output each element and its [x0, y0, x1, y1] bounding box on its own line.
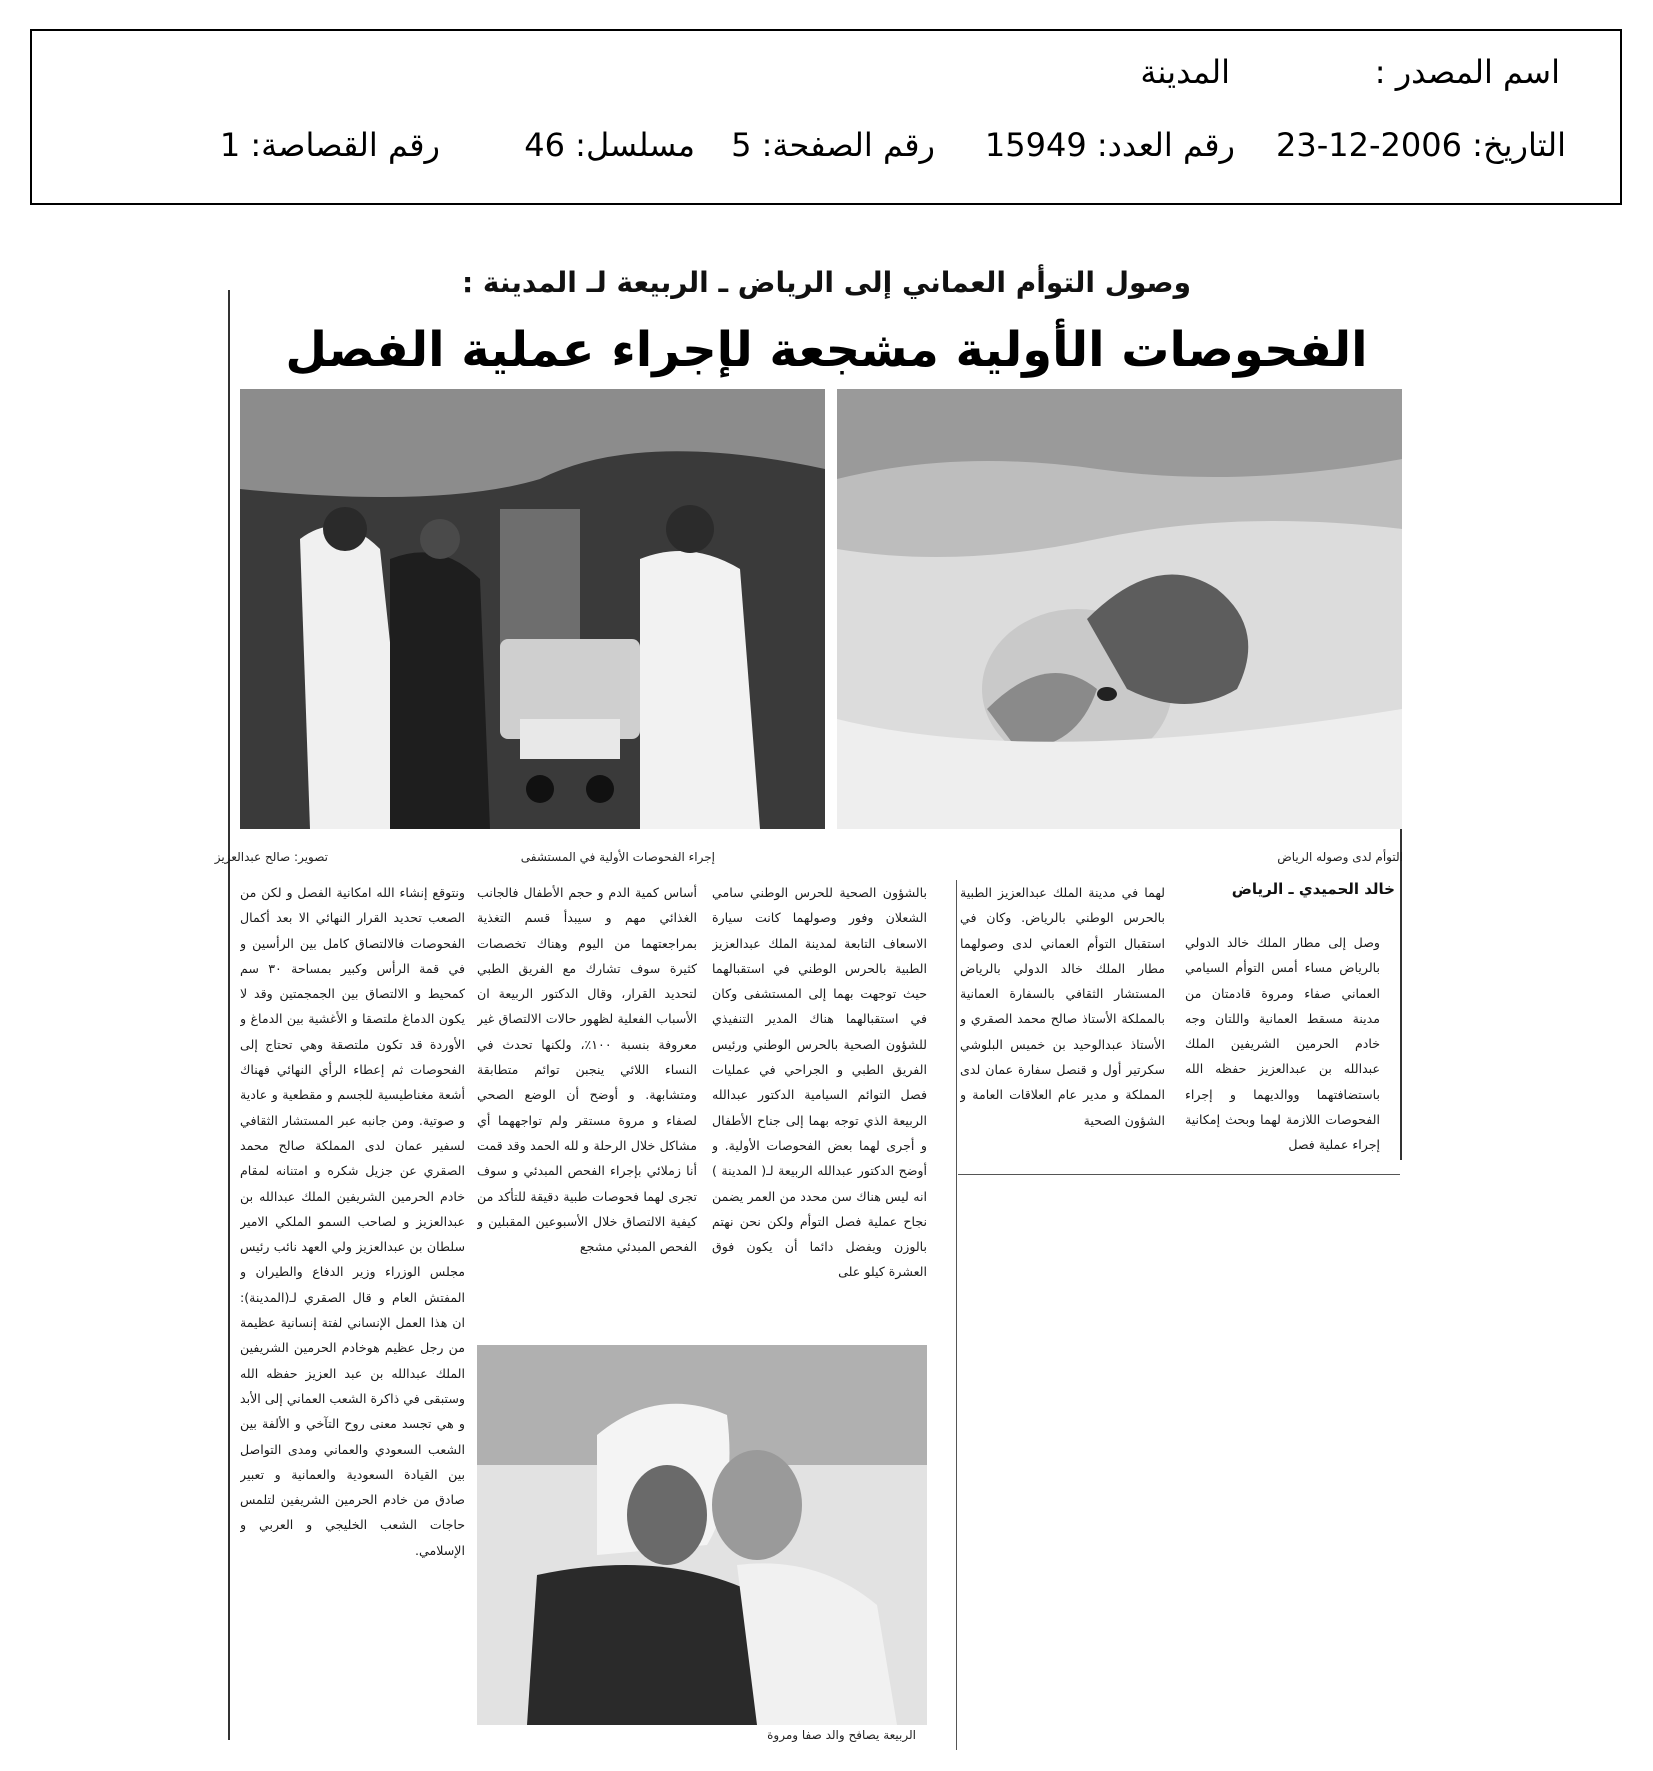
date-label: التاريخ:	[1472, 126, 1566, 164]
source-label: اسم المصدر :	[1374, 53, 1560, 91]
source-value: المدينة	[1140, 53, 1230, 91]
issue-label: رقم العدد:	[1096, 126, 1235, 164]
column-4-text: أساس كمية الدم و حجم الأطفال فالجانب الغذائي مهم و سيبدأ قسم التغذية بمراجعتهما من اليوم وهناك تخصصات كثيرة سوف تشارك مع الفريق الطبي لتحديد القرار، وقال الدكتور الربيعة ان الأسباب الفعلية لظهور حالات الالتصاق غير معروفة بنسبة ١٠٠٪، ولكنها تحدث في النساء اللائي ينجبن توائم متطابقة ومتشابهة. و أوضح أن الوضع الصحي لصفاء و مروة مستقر ولم تواجههما أي مشاكل خلال الرحلة و لله الحمد وقد قمت أنا زملائي بإجراء الفحص المبدئي و سوف تجرى لهما فحوصات طبية دقيقة للتأكد من كيفية الالتصاق خلال الأسبوعين المقبلين و الفحص المبدئي مشجع	[477, 885, 697, 1255]
greeting-image	[477, 1345, 927, 1725]
column-rule	[956, 880, 957, 1750]
photo-greeting-father	[477, 1345, 927, 1725]
article-kicker: وصول التوأم العماني إلى الرياض ـ الربيعة لـ المدينة :	[461, 266, 1192, 299]
column-2-text: لهما في مدينة الملك عبدالعزيز الطبية بالحرس الوطني بالرياض. وكان في استقبال التوأم العماني لدى وصولهما مطار الملك خالد الدولي بالرياض المستشار الثقافي بالسفارة العمانية بالمملكة الأستاذ صالح محمد الصقري و الأستاذ عبدالوحيد بن خميس البلوشي سكرتير أول و قنصل سفارة عمان لدى المملكة و مدير عام العلاقات العامة و الشؤون الصحية	[960, 885, 1165, 1128]
clipping-left-edge	[228, 290, 230, 1740]
article-column-3	[712, 880, 927, 1322]
hospital-image	[240, 389, 825, 829]
page-label: رقم الصفحة:	[761, 126, 935, 164]
article-headline: الفحوصات الأولية مشجعة لإجراء عملية الفصل	[285, 322, 1368, 378]
photo-twins-arrival	[837, 389, 1402, 829]
issue-value: 15949	[984, 126, 1087, 164]
clip-number-value: 1	[219, 126, 241, 164]
serial-value: 46	[524, 126, 565, 164]
page-value: 5	[731, 126, 752, 164]
article-column-2	[960, 880, 1165, 1170]
caption-photo-credit: تصوير: صالح عبدالعزيز	[214, 850, 328, 864]
caption-twins-arrival: التوأم لدى وصوله الرياض	[1277, 850, 1403, 864]
caption-hospital-examination: إجراء الفحوصات الأولية في المستشفى	[520, 850, 715, 864]
column-5-text: ونتوقع إنشاء الله امكانية الفصل و لكن من الصعب تحديد القرار النهائي الا بعد أكمال الفحوصات فالالتصاق كامل بين الرأسين و في قمة الرأس وكبير بمساحة ٣٠ سم كمحيط و الالتصاق بين الجمجمتين وقد لا يكون الدماغ ملتصقا و الأغشية بين الدماغ و الأوردة قد تكون ملتصقة وهي تحتاج إلى الفحوصات ثم إعطاء الرأي النهائي فهناك أشعة مغناطيسية للجسم و مقطعية و عادية و صوتية. ومن جانبه عبر المستشار الثقافي لسفير عمان لدى المملكة صالح محمد الصقري عن جزيل شكره و امتنانه لمقام خادم الحرمين الشريفين الملك عبدالله بن عبدالعزيز و لصاحب السمو الملكي الامير سلطان بن عبدالعزيز ولي العهد نائب رئيس مجلس الوزراء وزير الدفاع والطيران و المفتش العام و قال الصقري لـ(المدينة): ان هذا العمل الإنساني لفتة إنسانية عظيمة من رجل عظيم هوخادم الحرمين الشريفين الملك عبدالله بن عبد العزيز حفظه الله وستبقى في ذاكرة الشعب العماني إلى الأبد و هي تجسد معنى روح التآخي و الألفة بين الشعب السعودي والعماني ومدى التواصل بين القيادة السعودية والعمانية و تعبير صادق من خادم الحرمين الشريفين لتلمس حاجات الشعب الخليجي و العربي و الإسلامي.	[240, 885, 465, 1558]
twins-image	[837, 389, 1402, 829]
article-column-5	[240, 880, 465, 1740]
article-column-1	[1185, 930, 1380, 1170]
column-end-rule	[958, 1174, 1400, 1175]
article-byline: خالد الحميدي ـ الرياض	[1231, 880, 1395, 898]
column-3-text: بالشؤون الصحية للحرس الوطني سامي الشعلان وفور وصولهما كانت سيارة الاسعاف التابعة لمدينة الملك عبدالعزيز الطبية بالحرس الوطني في استقبالهما حيث توجهت بهما إلى المستشفى وكان في استقبالهما هناك المدير التنفيذي للشؤون الصحية بالحرس الوطني ورئيس الفريق الطبي و الجراحي في عمليات فصل التوائم السيامية الدكتور عبدالله الربيعة الذي توجه بهما إلى جناح الأطفال و أجرى لهما بعض الفحوصات الأولية. و أوضح الدكتور عبدالله الربيعة لـ( المدينة ) انه ليس هناك سن محدد من العمر يضمن نجاح عملية فصل التوأم ولكن نحن نهتم بالوزن ويفضل دائما أن يكون فوق العشرة كيلو على	[712, 885, 927, 1280]
article-column-4	[477, 880, 697, 1322]
photo-hospital-examination	[240, 389, 825, 829]
column-1-text: وصل إلى مطار الملك خالد الدولي بالرياض مساء أمس التوأم السيامي العماني صفاء ومروة قادمتان من مدينة مسقط العمانية واللتان وجه خادم الحرمين الشريفين الملك عبدالله بن عبدالعزيز حفظه الله باستضافتهما ووالديهما و إجراء الفحوصات اللازمة لهما وبحث إمكانية إجراء عملية فصل	[1185, 935, 1380, 1153]
clip-number-label: رقم القصاصة:	[250, 126, 440, 164]
caption-greeting-father: الربيعة يصافح والد صفا ومروة	[767, 1728, 916, 1742]
date-value: 2006-12-23	[1276, 126, 1462, 164]
serial-label: مسلسل:	[575, 126, 695, 164]
